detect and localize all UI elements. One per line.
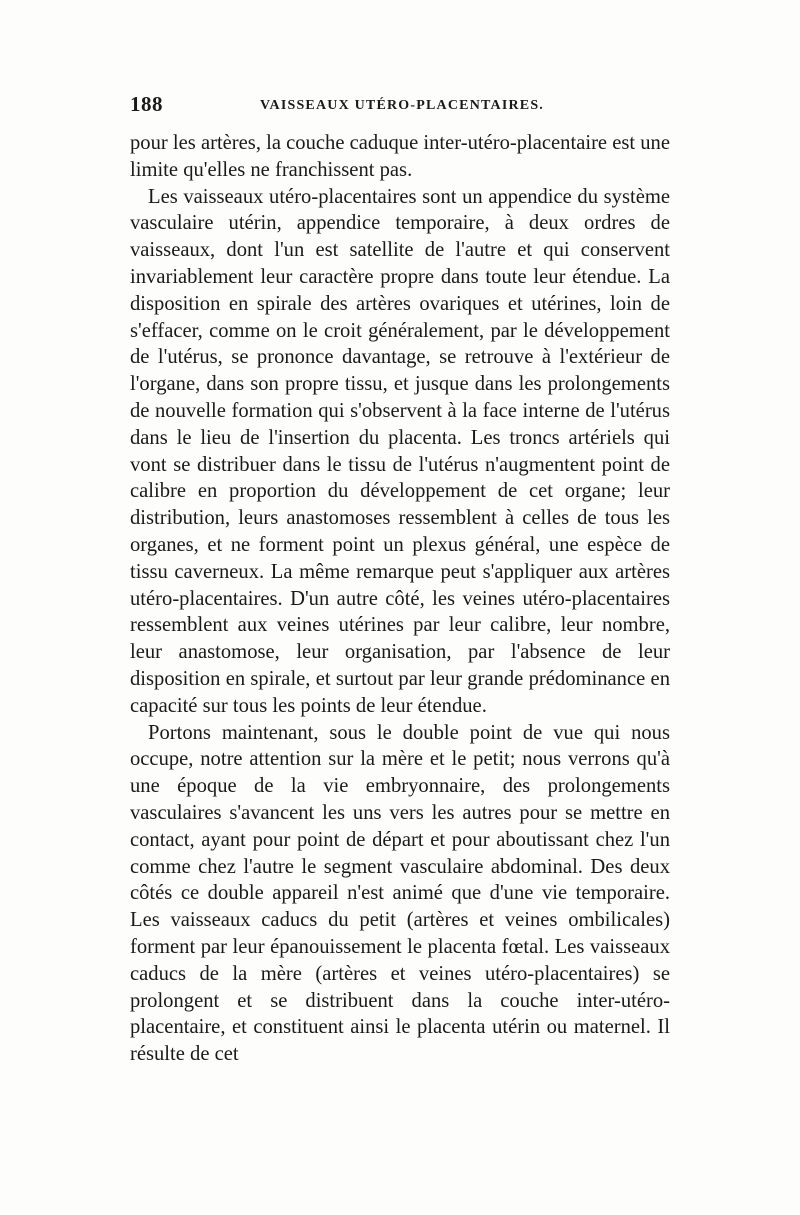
paragraph-continuation: pour les artères, la couche caduque inter-utéro-placentaire est une limite qu'elles ne franchissent pas. <box>130 132 670 181</box>
paragraph-mother-child: Portons maintenant, sous le double point de vue qui nous occupe, notre attention sur la mère et le petit; nous verrons qu'à une époque de la vie embryonnaire, des prolongements vasculaires s'avancent les uns vers les autres pour se mettre en contact, ayant pour point de départ et pour aboutissant chez l'un comme chez l'autre le segment vasculaire abdominal. Des deux côtés ce double appareil n'est animé que d'une vie temporaire. Les vaisseaux caducs du petit (artères et veines ombilicales) forment par leur épanouissement le placenta fœtal. Les vaisseaux caducs de la mère (artères et veines utéro-placentaires) se prolongent et se distribuent dans la couche inter-utéro-placentaire, et constituent ainsi le placenta utérin ou maternel. Il résulte de cet <box>130 721 670 1066</box>
page-number: 188 <box>130 92 163 116</box>
page-header <box>130 92 670 122</box>
body-text <box>130 130 670 1068</box>
paragraph-vessels: Les vaisseaux utéro-placentaires sont un appendice du système vasculaire utérin, appendice temporaire, à deux ordres de vaisseaux, dont l'un est satellite de l'autre et qui conservent invariablement leur caractère propre dans toute leur étendue. La disposition en spirale des artères ovariques et utérines, loin de s'effacer, comme on le croit généralement, par le développement de l'utérus, se prononce davantage, se retrouve à l'extérieur de l'organe, dans son propre tissu, et jusque dans les prolongements de nouvelle formation qui s'observent à la face interne de l'utérus dans le lieu de l'insertion du placenta. Les troncs artériels qui vont se distribuer dans le tissu de l'utérus n'augmentent point de calibre en proportion du développement de cet organe; leur distribution, leurs anastomoses ressemblent à celles de tous les organes, et ne forment point un plexus général, une espèce de tissu caverneux. La même remarque peut s'appliquer aux artères utéro-placentaires. D'un autre côté, les veines utéro-placentaires ressemblent aux veines utérines par leur calibre, leur nombre, leur anastomose, leur organisation, par l'absence de leur disposition en spirale, et surtout par leur grande prédominance en capacité sur tous les points de leur étendue. <box>130 185 670 717</box>
running-title: VAISSEAUX UTÉRO-PLACENTAIRES. <box>260 98 545 113</box>
